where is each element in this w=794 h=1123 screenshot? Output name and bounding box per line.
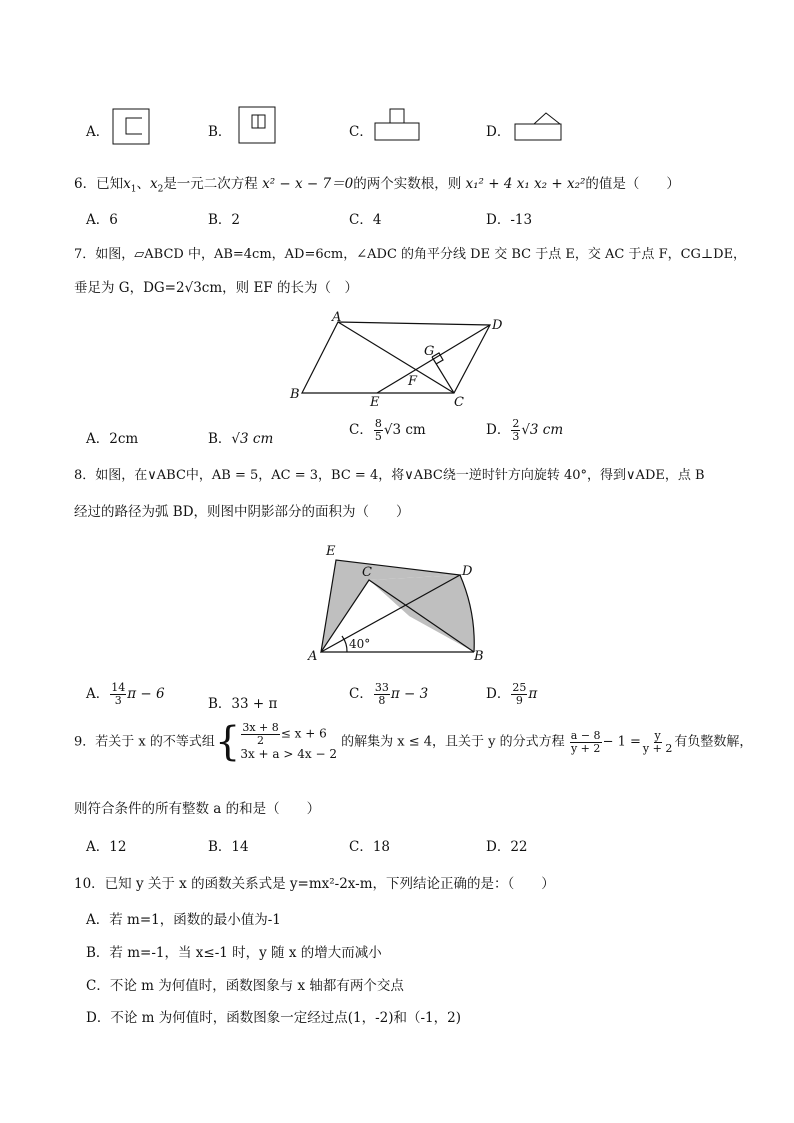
q10-option-b: B．若 m=-1，当 x≤-1 时，y 随 x 的增大而减小 — [86, 945, 382, 961]
question-9-line-2: 则符合条件的所有整数 a 的和是（ ） — [74, 801, 321, 817]
q7-option-b: B．√3 cm — [208, 431, 274, 447]
q7-option-d: D． $\frac{2}{3}$ √3 cm — [486, 417, 564, 443]
q8-angle-label: 40° — [349, 637, 371, 651]
question-8-line-2: 经过的路径为弧 BD，则图中阴影部分的面积为（ ） — [74, 504, 410, 520]
q5-option-d-figure — [514, 110, 564, 142]
q6-equation: x² − x − 7＝0 — [262, 176, 354, 192]
q5-option-d-label: D． — [486, 124, 511, 140]
question-6-stem: 6．已知$x_1$、$x_2$是一元二次方程 x² − x − 7＝0的两个实数根，则 x₁² + 4 x₁ x₂ + x₂²的值是（ ） — [74, 176, 680, 195]
q7-label-f: F — [408, 374, 418, 389]
q8-label-a: A — [308, 649, 318, 664]
q8-option-a: A． $\frac{14}{3}$ π − 6 — [86, 681, 165, 707]
q9-option-b: B．14 — [208, 839, 249, 855]
question-10-stem: 10．已知 y 关于 x 的函数关系式是 y=mx²-2x-m，下列结论正确的是：（ ） — [74, 876, 555, 892]
q5-option-b-label: B． — [208, 124, 232, 140]
q8-label-e: E — [326, 544, 336, 559]
q10-option-d: D．不论 m 为何值时，函数图象一定经过点(1，-2)和（-1，2) — [86, 1010, 461, 1026]
q10-option-c: C．不论 m 为何值时，函数图象与 x 轴都有两个交点 — [86, 978, 404, 994]
q7-label-g: G — [424, 344, 435, 359]
q5-option-a-label: A． — [86, 124, 110, 140]
q9-option-a: A．12 — [86, 839, 127, 855]
q7-option-c: C． $\frac{8}{5}$ √3 cm — [349, 417, 426, 443]
q7-label-e: E — [370, 395, 380, 410]
q8-option-c: C． $\frac{33}{8}$ π − 3 — [349, 681, 429, 707]
q9-option-d: D．22 — [486, 839, 528, 855]
q7-parallelogram-figure — [284, 305, 514, 413]
question-9-stem: 9．若关于 x 的不等式组{ $\frac{3x + 8}{2}$ ≤ x + 6 3x + a > 4x − 2 的解集为 x ≤ 4，且关于 y 的分式方程 $\frac{a - 8}{y + 2}$ − 1 = $\frac{y}{y + 2}$ 有负整数解， — [74, 719, 753, 765]
q8-label-c: C — [362, 565, 372, 580]
q7-option-a: A．2cm — [86, 431, 139, 447]
question-8-line-1: 8．如图，在∨ABC中，AB = 5，AC = 3，BC = 4，将∨ABC绕一逆时针方向旋转 40°，得到∨ADE，点 B — [74, 468, 705, 483]
question-7-line-2: 垂足为 G，DG=2√3cm，则 EF 的长为（ ） — [74, 280, 358, 296]
q8-option-d: D． $\frac{25}{9}$ π — [486, 681, 538, 707]
q8-rotation-figure — [302, 542, 502, 664]
q6-option-c: C．4 — [349, 212, 382, 228]
q5-option-c-label: C． — [349, 124, 373, 140]
q7-label-a: A — [332, 310, 342, 325]
q5-option-a-figure — [112, 108, 152, 146]
q6-option-b: B．2 — [208, 212, 241, 228]
q5-option-b-figure — [238, 106, 278, 146]
q7-label-c: C — [454, 395, 464, 410]
q8-option-b: B．33 + π — [208, 696, 278, 712]
q5-option-c-figure — [374, 108, 422, 142]
q8-label-b: B — [474, 649, 484, 664]
q6-expression: x₁² + 4 x₁ x₂ + x₂² — [465, 176, 586, 192]
q9-option-c: C．18 — [349, 839, 391, 855]
q6-option-a: A．6 — [86, 212, 118, 228]
q7-label-b: B — [290, 387, 300, 402]
q6-option-d: D．-13 — [486, 212, 533, 228]
question-7-line-1: 7．如图，▱ABCD 中，AB=4cm，AD=6cm，∠ADC 的角平分线 DE 交 BC 于点 E，交 AC 于点 F，CG⊥DE， — [74, 247, 747, 262]
q10-option-a: A．若 m=1，函数的最小值为-1 — [86, 912, 281, 928]
q8-label-d: D — [462, 564, 473, 579]
q7-label-d: D — [492, 318, 503, 333]
